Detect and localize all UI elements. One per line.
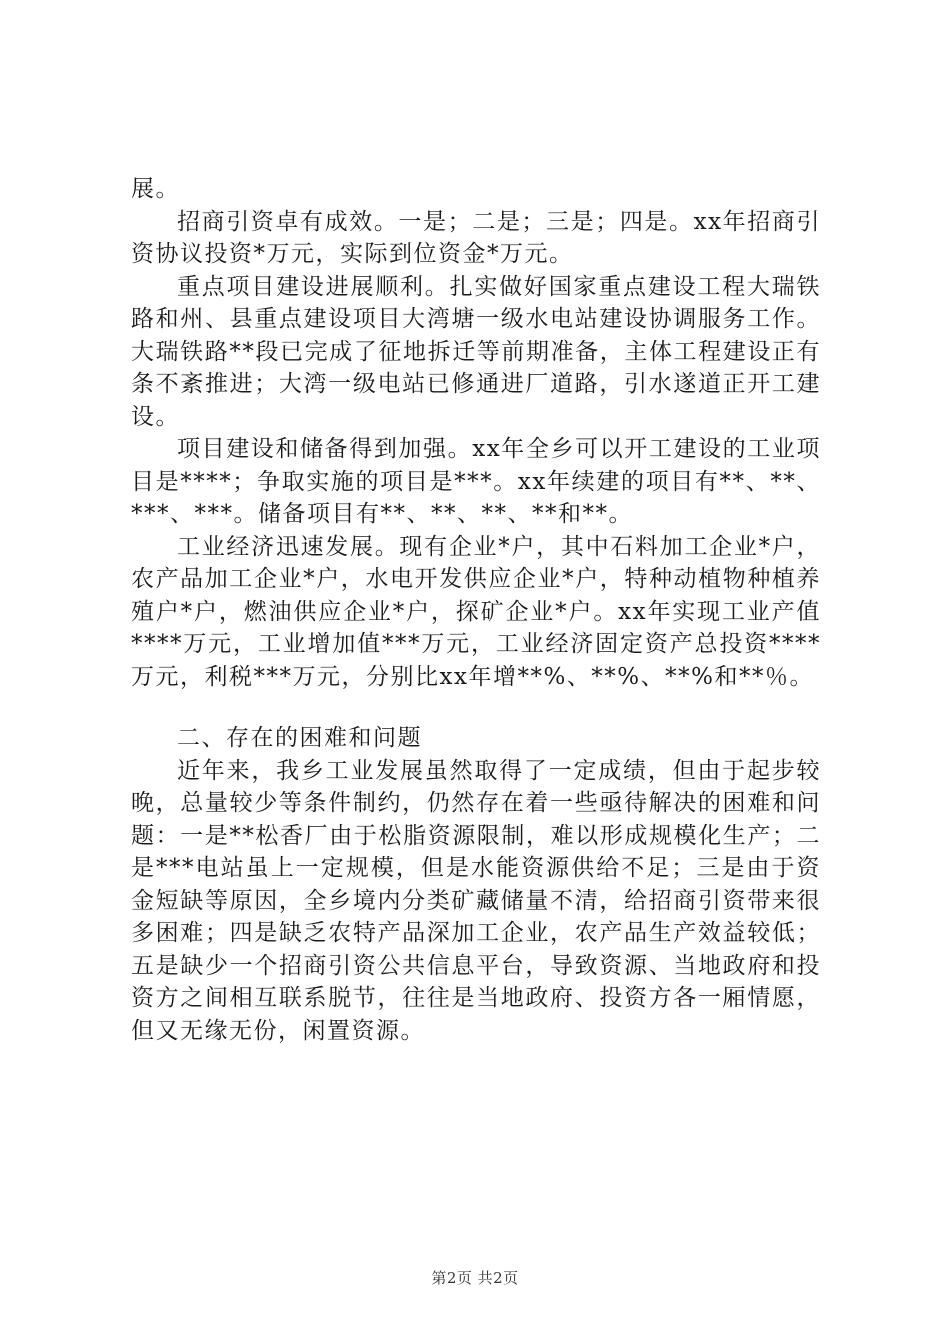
paragraph-problems: 近年来，我乡工业发展虽然取得了一定成绩，但由于起步较晚，总量较少等条件制约，仍然存在着一些亟待解决的困难和问题：一是**松香厂由于松脂资源限制，难以形成规模化生产；二是***电站虽上一定规模，但是水能资源供给不足；三是由于资金短缺等原因，全乡境内分类矿藏储量不清，给招商引资带来很多困难；四是缺乏农特产品深加工企业，农产品生产效益较低；五是缺少一个招商引资公共信息平台，导致资源、当地政府和投资方之间相互联系脱节，往往是当地政府、投资方各一厢情愿，但又无缘无份，闲置资源。 — [131, 757, 821, 1044]
paragraph-industrial-economy: 工业经济迅速发展。现有企业*户，其中石料加工企业*户，农产品加工企业*户，水电开发供应企业*户，特种动植物种植养殖户*户，燃油供应企业*户，探矿企业*户。xx年实现工业产值****万元，工业增加值***万元，工业经济固定资产总投资****万元，利税***万元，分别比xx年增**%、**%、**%和**％。 — [131, 533, 821, 690]
paragraph-investment: 招商引资卓有成效。一是；二是；三是；四是。xx年招商引资协议投资*万元，实际到位资金*万元。 — [131, 208, 821, 267]
paragraph-continuation: 展。 — [131, 176, 180, 202]
paragraph-project-reserve: 项目建设和储备得到加强。xx年全乡可以开工建设的工业项目是****；争取实施的项目是***。xx年续建的项目有**、**、***、***。储备项目有**、**、**、**和**。 — [131, 436, 821, 527]
document-body — [131, 173, 821, 1047]
page-footer: 第2页 共2页 — [431, 1269, 519, 1287]
paragraph-key-projects: 重点项目建设进展顺利。扎实做好国家重点建设工程大瑞铁路和州、县重点建设项目大湾塘一级水电站建设协调服务工作。大瑞铁路**段已完成了征地拆迁等前期准备，主体工程建设正有条不紊推进；大湾一级电站已修通进厂道路，引水遂道正开工建设。 — [131, 273, 821, 430]
section-heading-problems: 二、存在的困难和问题 — [177, 725, 422, 751]
